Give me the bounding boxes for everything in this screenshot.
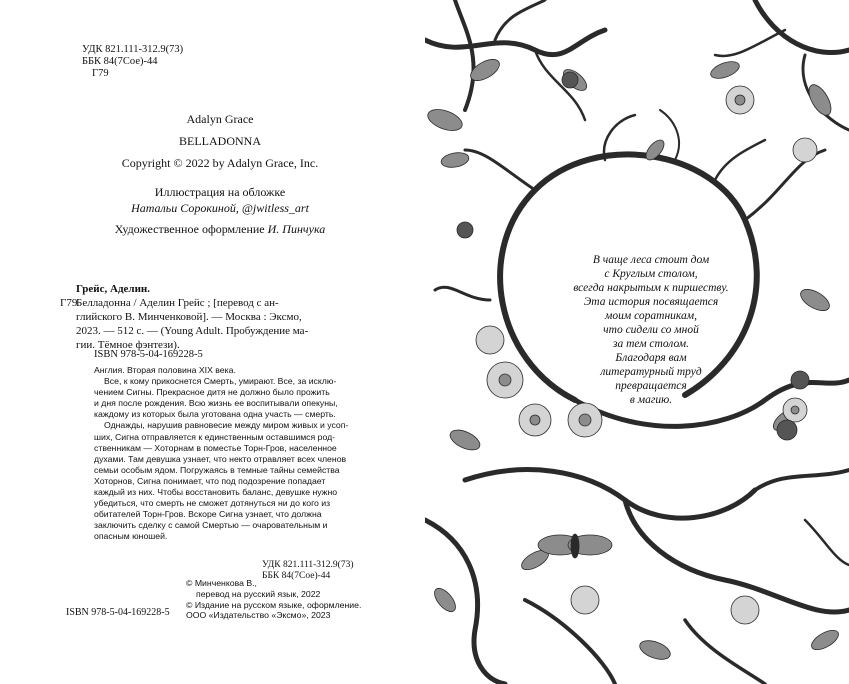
annotation-line: Все, к кому прикоснется Смерть, умирают. Все, за исклю- <box>104 376 337 387</box>
original-title: BELLADONNA <box>179 134 261 148</box>
annotation-line: чением Сигны. Прекрасное дитя не должно было прожить <box>94 387 330 398</box>
dedication-line: в магию. <box>629 394 673 406</box>
dedication-line: за тем столом. <box>612 338 689 350</box>
design-credit: И. Пинчука <box>267 222 326 236</box>
author-mark: Г79 <box>92 68 109 79</box>
dedication-line: превращается <box>615 380 687 392</box>
annotation <box>94 365 368 543</box>
copyright-line: перевод на русский язык, 2022 <box>196 588 321 599</box>
annotation-line: обитателей Торн-Гров. Вскоре Сигна узнает, что должна <box>94 509 322 520</box>
annotation-line: опасным юношей. <box>94 531 168 542</box>
dedication-line: В чаще леса стоит дом <box>592 254 710 266</box>
biblio-line: гии. Тёмное фэнтези). <box>76 339 180 351</box>
bibliographic-record <box>60 282 360 352</box>
udk-bottom: УДК 821.111-312.9(73) <box>262 560 354 570</box>
moth-icon <box>538 534 612 558</box>
annotation-line: и дня после рождения. Всю жизнь ее воспитывали опекуны, <box>94 398 338 409</box>
design-credit-line <box>60 222 380 237</box>
copyright-line: ООО «Издательство «Эксмо», 2023 <box>186 610 331 621</box>
biblio-line: 2023. — 512 с. — (Young Adult. Пробуждение ма- <box>76 325 309 337</box>
annotation-line: Хоторнов, Сигна понимает, что под подозрение попадает <box>94 475 326 486</box>
copyright-block <box>186 578 361 621</box>
annotation-line: каждый из них. Чтобы восстановить баланс, девушке нужно <box>94 487 338 498</box>
dedication-line: с Круглым столом, <box>604 268 698 280</box>
annotation-line: убедиться, что смерть не сможет дотянуться ни до кого из <box>94 498 331 509</box>
isbn-main: ISBN 978-5-04-169228-5 <box>94 349 203 360</box>
biblio-code: Г79 <box>60 297 78 309</box>
dedication-line: литературный труд <box>600 366 702 378</box>
annotation-line: духами. Там девушка узнает, что некто отравляет всех членов <box>94 453 347 464</box>
annotation-line: семьи особым ядом. Погружаясь в темные тайны семейства <box>94 464 340 475</box>
right-page <box>425 0 849 684</box>
biblio-body <box>76 296 360 352</box>
annotation-line: ственникам — Хоторнам в поместье Торн-Гров, населенное <box>94 442 337 453</box>
dedication-line: моим соратникам, <box>605 310 697 322</box>
annotation-line: Англия. Вторая половина XIX века. <box>94 365 236 375</box>
biblio-line: глийского В. Минченковой]. — Москва : Эксмо, <box>76 311 302 323</box>
annotation-line: ших, Сигна отправляется к единственным оставшимся род- <box>94 431 336 442</box>
copyright-original: Copyright © 2022 by Adalyn Grace, Inc. <box>121 156 319 170</box>
biblio-line: Белладонна / Аделин Грейс ; [перевод с ан- <box>76 297 279 309</box>
biblio-heading: Грейс, Аделин. <box>76 283 151 295</box>
illustration-label: Иллюстрация на обложке <box>154 185 286 199</box>
annotation-line: заключить сделку с самой Смертью — очаровательным и <box>94 520 328 531</box>
illustration-credit: Натальи Сорокиной, @jwitless_art <box>131 201 309 215</box>
original-author: Adalyn Grace <box>186 112 254 126</box>
dedication-line: всегда накрытым к пиршеству. <box>573 282 729 294</box>
bbk-bottom: ББК 84(7Сое)-44 <box>262 571 331 581</box>
copyright-line: © Минченкова В., <box>186 578 257 588</box>
dedication-line: Благодаря вам <box>615 352 687 364</box>
annotation-line: каждому из которых была уготована одна участь — смерть. <box>94 409 336 420</box>
dedication-line: Эта история посвящается <box>583 296 719 308</box>
udk-block <box>82 44 183 80</box>
bbk-code: ББК 84(7Сое)-44 <box>82 56 158 67</box>
isbn-bottom: ISBN 978-5-04-169228-5 <box>66 607 170 618</box>
copyright-line: © Издание на русском языке, оформление. <box>186 599 362 610</box>
udk-code: УДК 821.111-312.9(73) <box>82 44 184 55</box>
dedication-line: что сидели со мной <box>603 324 699 336</box>
annotation-line: Однажды, нарушив равновесие между миром живых и усоп- <box>104 420 349 431</box>
design-label: Художественное оформление <box>114 222 268 236</box>
dedication <box>551 253 751 407</box>
